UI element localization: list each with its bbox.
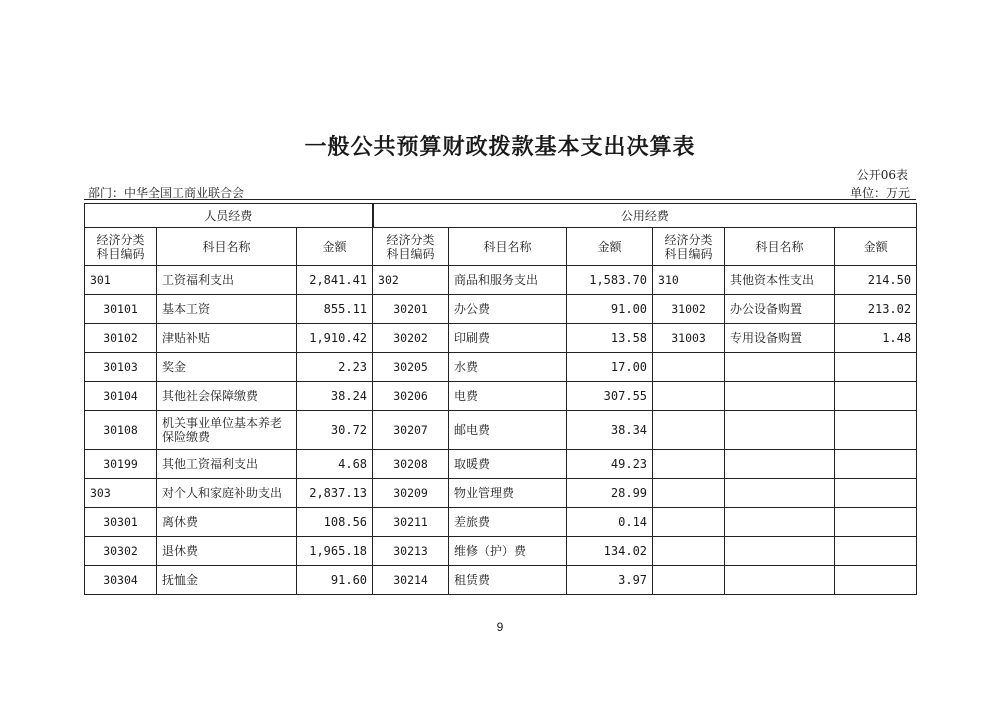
table-row <box>85 537 917 566</box>
item-name-cell: 电费 <box>449 382 567 411</box>
economic-code-cell: 30202 <box>373 324 449 353</box>
economic-code-cell: 30211 <box>373 508 449 537</box>
column-header-name: 科目名称 <box>449 228 567 266</box>
amount-cell: 3.97 <box>567 566 653 595</box>
column-header-name: 科目名称 <box>725 228 835 266</box>
economic-code-cell: 30201 <box>373 295 449 324</box>
amount-cell <box>835 411 917 450</box>
table-row <box>85 479 917 508</box>
amount-cell: 91.00 <box>567 295 653 324</box>
economic-code-cell: 31003 <box>653 324 725 353</box>
page-number: 9 <box>496 620 504 634</box>
economic-code-cell: 30209 <box>373 479 449 508</box>
item-name-cell: 其他社会保障缴费 <box>157 382 297 411</box>
item-name-cell: 工资福利支出 <box>157 266 297 295</box>
amount-cell: 28.99 <box>567 479 653 508</box>
economic-code-cell: 30101 <box>85 295 157 324</box>
item-name-cell: 差旅费 <box>449 508 567 537</box>
table-row <box>85 382 917 411</box>
table-row <box>85 411 917 450</box>
economic-code-cell: 303 <box>85 479 157 508</box>
amount-cell: 1.48 <box>835 324 917 353</box>
column-header-code: 经济分类 科目编码 <box>653 228 725 266</box>
economic-code-cell: 30206 <box>373 382 449 411</box>
amount-cell: 213.02 <box>835 295 917 324</box>
economic-code-cell: 30302 <box>85 537 157 566</box>
item-name-cell: 机关事业单位基本养老 保险缴费 <box>157 411 297 450</box>
amount-cell: 307.55 <box>567 382 653 411</box>
table-body <box>85 266 917 595</box>
amount-cell: 2.23 <box>297 353 373 382</box>
item-name-cell: 租赁费 <box>449 566 567 595</box>
amount-cell: 0.14 <box>567 508 653 537</box>
item-name-cell <box>725 566 835 595</box>
item-name-cell: 奖金 <box>157 353 297 382</box>
economic-code-cell: 30199 <box>85 450 157 479</box>
item-name-cell: 印刷费 <box>449 324 567 353</box>
economic-code-cell <box>653 566 725 595</box>
economic-code-cell: 30205 <box>373 353 449 382</box>
item-name-cell: 取暖费 <box>449 450 567 479</box>
item-name-cell <box>725 479 835 508</box>
amount-cell <box>835 508 917 537</box>
amount-cell <box>835 479 917 508</box>
department-label: 部门：中华全国工商业联合会 <box>88 186 245 200</box>
economic-code-cell: 302 <box>373 266 449 295</box>
amount-cell: 91.60 <box>297 566 373 595</box>
amount-cell: 2,841.41 <box>297 266 373 295</box>
page-title: 一般公共预算财政拨款基本支出决算表 <box>304 134 696 160</box>
table-row <box>85 324 917 353</box>
item-name-cell: 邮电费 <box>449 411 567 450</box>
group-header-personnel: 人员经费 <box>85 204 373 228</box>
amount-cell <box>835 382 917 411</box>
amount-cell: 4.68 <box>297 450 373 479</box>
amount-cell: 2,837.13 <box>297 479 373 508</box>
amount-cell: 1,965.18 <box>297 537 373 566</box>
item-name-cell <box>725 537 835 566</box>
item-name-cell: 其他工资福利支出 <box>157 450 297 479</box>
item-name-cell: 退休费 <box>157 537 297 566</box>
amount-cell <box>835 353 917 382</box>
item-name-cell: 办公费 <box>449 295 567 324</box>
amount-cell <box>835 566 917 595</box>
item-name-cell: 办公设备购置 <box>725 295 835 324</box>
amount-cell: 17.00 <box>567 353 653 382</box>
amount-cell: 49.23 <box>567 450 653 479</box>
economic-code-cell <box>653 411 725 450</box>
economic-code-cell <box>653 479 725 508</box>
table-row <box>85 353 917 382</box>
economic-code-cell: 30213 <box>373 537 449 566</box>
item-name-cell <box>725 450 835 479</box>
item-name-cell: 物业管理费 <box>449 479 567 508</box>
column-header-row <box>85 228 917 266</box>
item-name-cell <box>725 382 835 411</box>
economic-code-cell: 30102 <box>85 324 157 353</box>
economic-code-cell: 30208 <box>373 450 449 479</box>
table-row <box>85 295 917 324</box>
table-row <box>85 566 917 595</box>
item-name-cell: 维修（护）费 <box>449 537 567 566</box>
column-header-code: 经济分类 科目编码 <box>373 228 449 266</box>
item-name-cell: 津贴补贴 <box>157 324 297 353</box>
table-row <box>85 508 917 537</box>
item-name-cell: 基本工资 <box>157 295 297 324</box>
economic-code-cell: 301 <box>85 266 157 295</box>
table-row <box>85 450 917 479</box>
amount-cell: 30.72 <box>297 411 373 450</box>
group-header-public: 公用经费 <box>373 204 917 228</box>
economic-code-cell: 30214 <box>373 566 449 595</box>
amount-cell: 855.11 <box>297 295 373 324</box>
amount-cell: 134.02 <box>567 537 653 566</box>
amount-cell: 1,910.42 <box>297 324 373 353</box>
economic-code-cell <box>653 353 725 382</box>
economic-code-cell <box>653 537 725 566</box>
item-name-cell: 专用设备购置 <box>725 324 835 353</box>
economic-code-cell: 310 <box>653 266 725 295</box>
item-name-cell: 对个人和家庭补助支出 <box>157 479 297 508</box>
column-header-code: 经济分类 科目编码 <box>85 228 157 266</box>
table-top-rule <box>84 199 916 200</box>
table-row <box>85 266 917 295</box>
amount-cell: 38.34 <box>567 411 653 450</box>
column-header-amount: 金额 <box>835 228 917 266</box>
column-header-amount: 金额 <box>297 228 373 266</box>
economic-code-cell <box>653 450 725 479</box>
amount-cell: 1,583.70 <box>567 266 653 295</box>
economic-code-cell <box>653 382 725 411</box>
economic-code-cell: 30207 <box>373 411 449 450</box>
item-name-cell <box>725 353 835 382</box>
form-number: 公开06表 <box>856 168 908 182</box>
item-name-cell: 离休费 <box>157 508 297 537</box>
item-name-cell <box>725 508 835 537</box>
economic-code-cell: 31002 <box>653 295 725 324</box>
amount-cell: 108.56 <box>297 508 373 537</box>
item-name-cell: 其他资本性支出 <box>725 266 835 295</box>
economic-code-cell: 30103 <box>85 353 157 382</box>
item-name-cell: 商品和服务支出 <box>449 266 567 295</box>
unit-label: 单位：万元 <box>849 186 910 200</box>
economic-code-cell: 30108 <box>85 411 157 450</box>
item-name-cell: 水费 <box>449 353 567 382</box>
amount-cell <box>835 450 917 479</box>
economic-code-cell: 30304 <box>85 566 157 595</box>
economic-code-cell <box>653 508 725 537</box>
economic-code-cell: 30301 <box>85 508 157 537</box>
amount-cell: 13.58 <box>567 324 653 353</box>
column-header-amount: 金额 <box>567 228 653 266</box>
economic-code-cell: 30104 <box>85 382 157 411</box>
budget-table <box>84 203 917 595</box>
amount-cell <box>835 537 917 566</box>
item-name-cell: 抚恤金 <box>157 566 297 595</box>
amount-cell: 38.24 <box>297 382 373 411</box>
item-name-cell <box>725 411 835 450</box>
amount-cell: 214.50 <box>835 266 917 295</box>
column-header-name: 科目名称 <box>157 228 297 266</box>
